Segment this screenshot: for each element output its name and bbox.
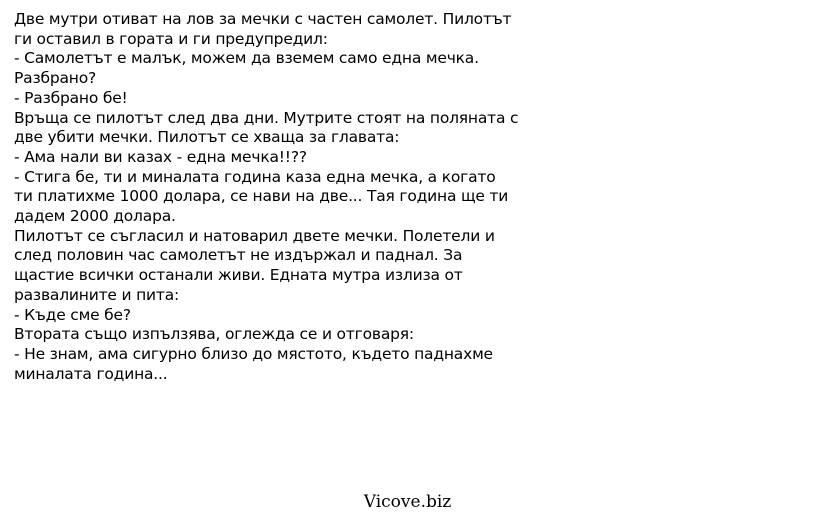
- joke-line: - Разбрано бе!: [14, 88, 128, 107]
- joke-line: - Самолетът е малък, можем да вземем само една мечка.: [14, 49, 479, 68]
- joke-line: Пилотът се съгласил и натоварил двете мечки. Полетели и: [14, 226, 495, 245]
- joke-line: ти платихме 1000 долара, се нави на две... Тая година ще ти: [14, 187, 509, 206]
- joke-line: развалините и пита:: [14, 285, 180, 304]
- joke-line: Две мутри отиват на лов за мечки с частен самолет. Пилотът: [14, 10, 512, 28]
- joke-line: миналата година...: [14, 364, 168, 383]
- joke-line: две убити мечки. Пилотът се хваща за главата:: [14, 128, 400, 147]
- joke-line: - Стига бе, ти и миналата година каза една мечка, а когато: [14, 167, 496, 186]
- joke-line: Втората също изпълзява, оглежда се и отговаря:: [14, 325, 414, 344]
- site-watermark: Vicove.biz: [363, 492, 452, 512]
- joke-line: - Къде сме бе?: [14, 305, 131, 324]
- joke-line: дадем 2000 долара.: [14, 207, 176, 226]
- joke-line: щастие всички останали живи. Едната мутра излиза от: [14, 266, 463, 285]
- joke-text: [14, 10, 584, 384]
- joke-line: ги оставил в гората и ги предупредил:: [14, 29, 328, 48]
- joke-line: Разбрано?: [14, 69, 97, 88]
- joke-line: - Ама нали ви казах - една мечка!!??: [14, 147, 307, 166]
- joke-line: след половин час самолетът не издържал и паднал. За: [14, 246, 463, 265]
- joke-line: - Не знам, ама сигурно близо до мястото, където паднахме: [14, 344, 493, 363]
- joke-line: Връща се пилотът след два дни. Мутрите стоят на поляната с: [14, 108, 519, 127]
